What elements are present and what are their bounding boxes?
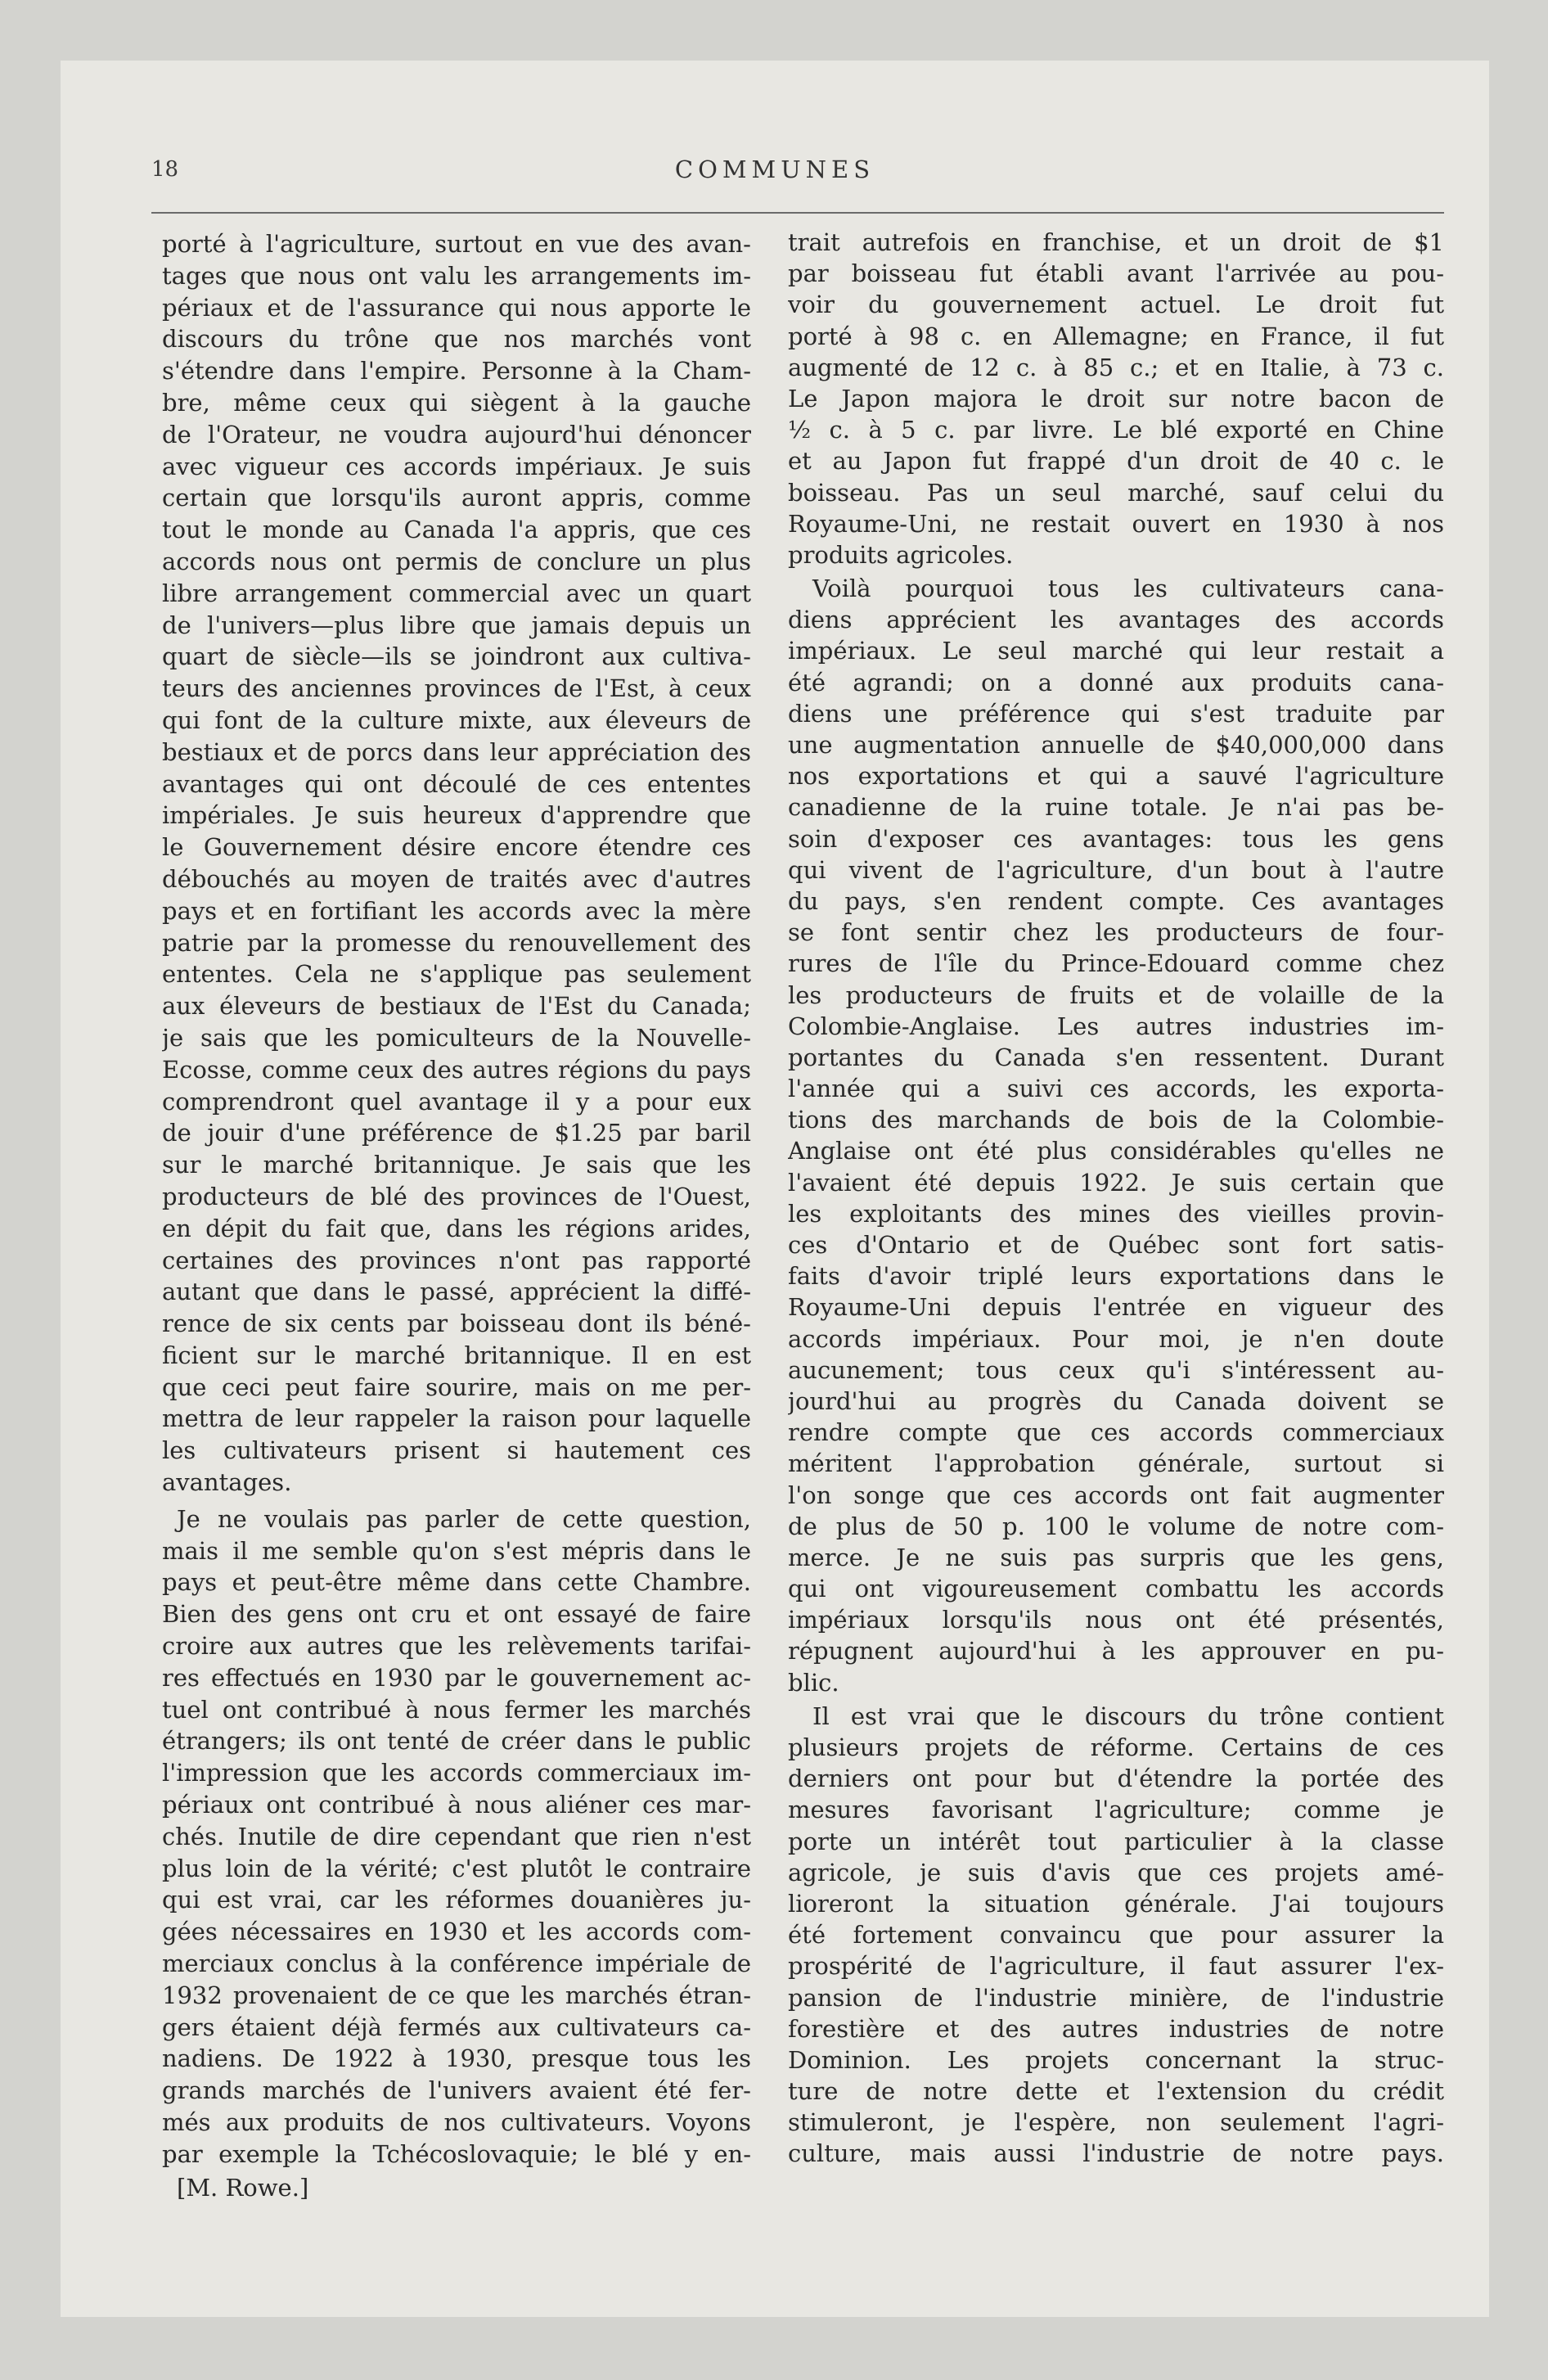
text-line: étrangers; ils ont tenté de créer dans le public (162, 1727, 751, 1756)
text-line: discours du trône que nos marchés vont (162, 325, 751, 354)
text-line: périaux ont contribué à nous aliéner ces mar- (162, 1791, 751, 1819)
text-line: autant que dans le passé, apprécient la diffé- (162, 1278, 751, 1306)
text-line: rence de six cents par boisseau dont ils béné- (162, 1309, 751, 1338)
text-line: Il est vrai que le discours du trône contient (812, 1702, 1444, 1730)
text-line: aucunement; tous ceux qu'i s'intéressent au- (788, 1355, 1444, 1384)
text-line: prospérité de l'agriculture, il faut assurer l'ex- (788, 1952, 1444, 1981)
text-line: se font sentir chez les producteurs de four- (788, 918, 1444, 947)
text-line: boisseau. Pas un seul marché, sauf celui du (788, 478, 1444, 507)
text-line: Voilà pourquoi tous les cultivateurs cana- (812, 575, 1444, 603)
text-line: blic. (788, 1668, 839, 1697)
text-line: bestiaux et de porcs dans leur appréciation des (162, 737, 751, 766)
text-line: 1932 provenaient de ce que les marchés étran- (162, 1981, 751, 2009)
text-line: grands marchés de l'univers avaient été fer- (162, 2076, 751, 2105)
text-line: nos exportations et qui a sauvé l'agriculture (788, 762, 1444, 791)
text-line: avec vigueur ces accords impériaux. Je suis (162, 452, 751, 480)
text-line: mesures favorisant l'agriculture; comme je (788, 1796, 1444, 1824)
text-line: agricole, je suis d'avis que ces projets amé- (788, 1858, 1444, 1886)
text-line: res effectués en 1930 par le gouvernement ac- (162, 1663, 751, 1692)
paragraph (788, 1701, 1444, 2170)
text-line: avantages qui ont découlé de ces ententes (162, 769, 751, 798)
text-line: Royaume-Uni, ne restait ouvert en 1930 à nos (788, 509, 1444, 538)
text-line: quart de siècle—ils se joindront aux cultiva- (162, 642, 751, 671)
text-line: impériaux. Le seul marché qui leur restait a (788, 637, 1444, 665)
text-line: les cultivateurs prisent si hautement ces (162, 1436, 751, 1465)
text-line: que ceci peut faire sourire, mais on me per- (162, 1373, 751, 1401)
text-line: impériaux lorsqu'ils nous ont été présentés, (788, 1606, 1444, 1634)
text-line: périaux et de l'assurance qui nous apporte le (162, 293, 751, 322)
text-line: Bien des gens ont cru et ont essayé de faire (162, 1600, 751, 1629)
text-line: s'étendre dans l'empire. Personne à la Cham- (162, 357, 751, 385)
text-line: ces d'Ontario et de Québec sont fort satis- (788, 1231, 1444, 1259)
text-line: mettra de leur rappeler la raison pour laquelle (162, 1404, 751, 1433)
text-line: diens une préférence qui s'est traduite par (788, 699, 1444, 728)
text-line: portantes du Canada s'en ressentent. Durant (788, 1043, 1444, 1071)
text-line: lioreront la situation générale. J'ai toujours (788, 1889, 1444, 1918)
text-line: Ecosse, comme ceux des autres régions du pays (162, 1055, 751, 1084)
paragraph (788, 227, 1444, 570)
text-line: merciaux conclus à la conférence impériale de (162, 1950, 751, 1978)
text-line: pays et en fortifiant les accords avec la mère (162, 896, 751, 925)
text-line: l'avaient été depuis 1922. Je suis certain que (788, 1168, 1444, 1197)
text-line: certain que lorsqu'ils auront appris, comme (162, 484, 751, 512)
text-line: qui est vrai, car les réformes douanières ju- (162, 1886, 751, 1914)
text-line: tions des marchands de bois de la Colombie- (788, 1106, 1444, 1134)
text-line: pansion de l'industrie minière, de l'industrie (788, 1983, 1444, 2012)
text-line: ententes. Cela ne s'applique pas seulement (162, 960, 751, 989)
text-line: voir du gouvernement actuel. Le droit fut (788, 291, 1444, 319)
text-line: mais il me semble qu'on s'est mépris dans le (162, 1536, 751, 1565)
text-line: l'année qui a suivi ces accords, les exporta- (788, 1075, 1444, 1103)
text-line: Colombie-Anglaise. Les autres industries im- (788, 1012, 1444, 1040)
text-line: teurs des anciennes provinces de l'Est, à ceux (162, 674, 751, 703)
text-line: nadiens. De 1922 à 1930, presque tous les (162, 2044, 751, 2073)
text-line: patrie par la promesse du renouvellement des (162, 928, 751, 957)
text-line: gées nécessaires en 1930 et les accords com- (162, 1918, 751, 1946)
text-line: libre arrangement commercial avec un quart (162, 579, 751, 607)
text-line: culture, mais aussi l'industrie de notre pays. (788, 2139, 1444, 2168)
text-line: trait autrefois en franchise, et un droit de $1 (788, 228, 1444, 256)
text-line: de plus de 50 p. 100 le volume de notre com- (788, 1512, 1444, 1540)
text-line: qui font de la culture mixte, aux éleveurs de (162, 705, 751, 734)
text-line: certaines des provinces n'ont pas rapporté (162, 1246, 751, 1274)
text-line: ficient sur le marché britannique. Il en est (162, 1341, 751, 1369)
speaker-attribution: [M. Rowe.] (177, 2173, 309, 2202)
text-line: le Gouvernement désire encore étendre ces (162, 833, 751, 862)
text-line: je sais que les pomiculteurs de la Nouvelle- (162, 1023, 751, 1052)
left-column (162, 228, 751, 2203)
text-line: gers étaient déjà fermés aux cultivateurs ca- (162, 2013, 751, 2041)
text-line: rures de l'île du Prince-Edouard comme chez (788, 949, 1444, 978)
text-line: canadienne de la ruine totale. Je n'ai pas be- (788, 793, 1444, 822)
text-line: croire aux autres que les relèvements tarifai- (162, 1632, 751, 1661)
text-line: impériales. Je suis heureux d'apprendre que (162, 801, 751, 830)
header-rule (151, 212, 1444, 214)
text-line: més aux produits de nos cultivateurs. Voyons (162, 2108, 751, 2137)
text-line: les producteurs de fruits et de volaille de la (788, 980, 1444, 1009)
text-line: débouchés au moyen de traités avec d'autres (162, 864, 751, 893)
text-line: été fortement convaincu que pour assurer la (788, 1921, 1444, 1950)
text-line: méritent l'approbation générale, surtout si (788, 1449, 1444, 1478)
text-line: répugnent aujourd'hui à les approuver en pu- (788, 1637, 1444, 1666)
text-line: qui ont vigoureusement combattu les accords (788, 1575, 1444, 1603)
text-line: Anglaise ont été plus considérables qu'elles ne (788, 1137, 1444, 1165)
text-line: chés. Inutile de dire cependant que rien n'est (162, 1822, 751, 1850)
text-line: par boisseau fut établi avant l'arrivée au pou- (788, 259, 1444, 288)
text-line: Le Japon majora le droit sur notre bacon de (788, 384, 1444, 412)
text-line: qui vivent de l'agriculture, d'un bout à l'autre (788, 855, 1444, 884)
text-line: faits d'avoir triplé leurs exportations dans le (788, 1262, 1444, 1291)
text-line: bre, même ceux qui siègent à la gauche (162, 388, 751, 417)
text-line: derniers ont pour but d'étendre la portée des (788, 1765, 1444, 1793)
text-line: une augmentation annuelle de $40,000,000 dans (788, 731, 1444, 759)
text-line: jourd'hui au progrès du Canada doivent se (788, 1386, 1444, 1415)
text-line: de jouir d'une préférence de $1.25 par baril (162, 1119, 751, 1147)
right-column (788, 227, 1444, 2170)
text-line: et au Japon fut frappé d'un droit de 40 c. le (788, 447, 1444, 476)
text-line: de l'Orateur, ne voudra aujourd'hui dénoncer (162, 420, 751, 449)
text-line: plusieurs projets de réforme. Certains de ces (788, 1733, 1444, 1761)
text-line: porté à 98 c. en Allemagne; en France, il fut (788, 322, 1444, 350)
text-line: pays et peut-être même dans cette Chambre. (162, 1568, 751, 1597)
paragraph (162, 228, 751, 1499)
text-line: stimuleront, je l'espère, non seulement l'agri- (788, 2108, 1444, 2137)
paragraph (162, 1503, 751, 2170)
text-line: avantages. (162, 1468, 292, 1497)
text-line: soin d'exposer ces avantages: tous les gens (788, 824, 1444, 853)
text-line: accords impériaux. Pour moi, je n'en doute (788, 1324, 1444, 1353)
running-header: COMMUNES (674, 156, 875, 183)
text-line: plus loin de la vérité; c'est plutôt le contraire (162, 1854, 751, 1882)
text-line: producteurs de blé des provinces de l'Ouest, (162, 1182, 751, 1210)
text-line: tages que nous ont valu les arrangements im- (162, 261, 751, 290)
text-line: ½ c. à 5 c. par livre. Le blé exporté en Chine (788, 416, 1444, 444)
text-line: diens apprécient les avantages des accords (788, 606, 1444, 634)
text-line: du pays, s'en rendent compte. Ces avantages (788, 886, 1444, 915)
text-line: Je ne voulais pas parler de cette question, (177, 1504, 751, 1533)
text-line: accords nous ont permis de conclure un plus (162, 547, 751, 575)
page-number: 18 (151, 157, 179, 182)
text-line: porté à l'agriculture, surtout en vue des avan- (162, 230, 751, 258)
text-line: été agrandi; on a donné aux produits cana- (788, 668, 1444, 696)
page (61, 61, 1489, 2317)
text-line: produits agricoles. (788, 540, 1014, 569)
text-line: l'impression que les accords commerciaux im- (162, 1759, 751, 1787)
text-line: Dominion. Les projets concernant la struc- (788, 2045, 1444, 2074)
text-line: ture de notre dette et l'extension du crédit (788, 2077, 1444, 2106)
text-line: l'on songe que ces accords ont fait augmenter (788, 1481, 1444, 1509)
text-line: tuel ont contribué à nous fermer les marchés (162, 1695, 751, 1724)
text-line: par exemple la Tchécoslovaquie; le blé y en- (162, 2139, 751, 2168)
text-line: aux éleveurs de bestiaux de l'Est du Canada; (162, 992, 751, 1021)
text-line: sur le marché britannique. Je sais que les (162, 1151, 751, 1179)
paragraph (788, 573, 1444, 1698)
text-line: Royaume-Uni depuis l'entrée en vigueur des (788, 1293, 1444, 1322)
text-line: les exploitants des mines des vieilles provin- (788, 1199, 1444, 1228)
text-line: rendre compte que ces accords commerciaux (788, 1418, 1444, 1447)
text-line: forestière et des autres industries de notre (788, 2014, 1444, 2043)
text-line: en dépit du fait que, dans les régions arides, (162, 1214, 751, 1242)
text-line: augmenté de 12 c. à 85 c.; et en Italie, à 73 c. (788, 353, 1444, 381)
text-line: tout le monde au Canada l'a appris, que ces (162, 516, 751, 544)
text-line: comprendront quel avantage il y a pour eux (162, 1087, 751, 1116)
text-line: porte un intérêt tout particulier à la classe (788, 1827, 1444, 1855)
text-line: de l'univers—plus libre que jamais depuis un (162, 611, 751, 639)
text-line: merce. Je ne suis pas surpris que les gens, (788, 1543, 1444, 1571)
